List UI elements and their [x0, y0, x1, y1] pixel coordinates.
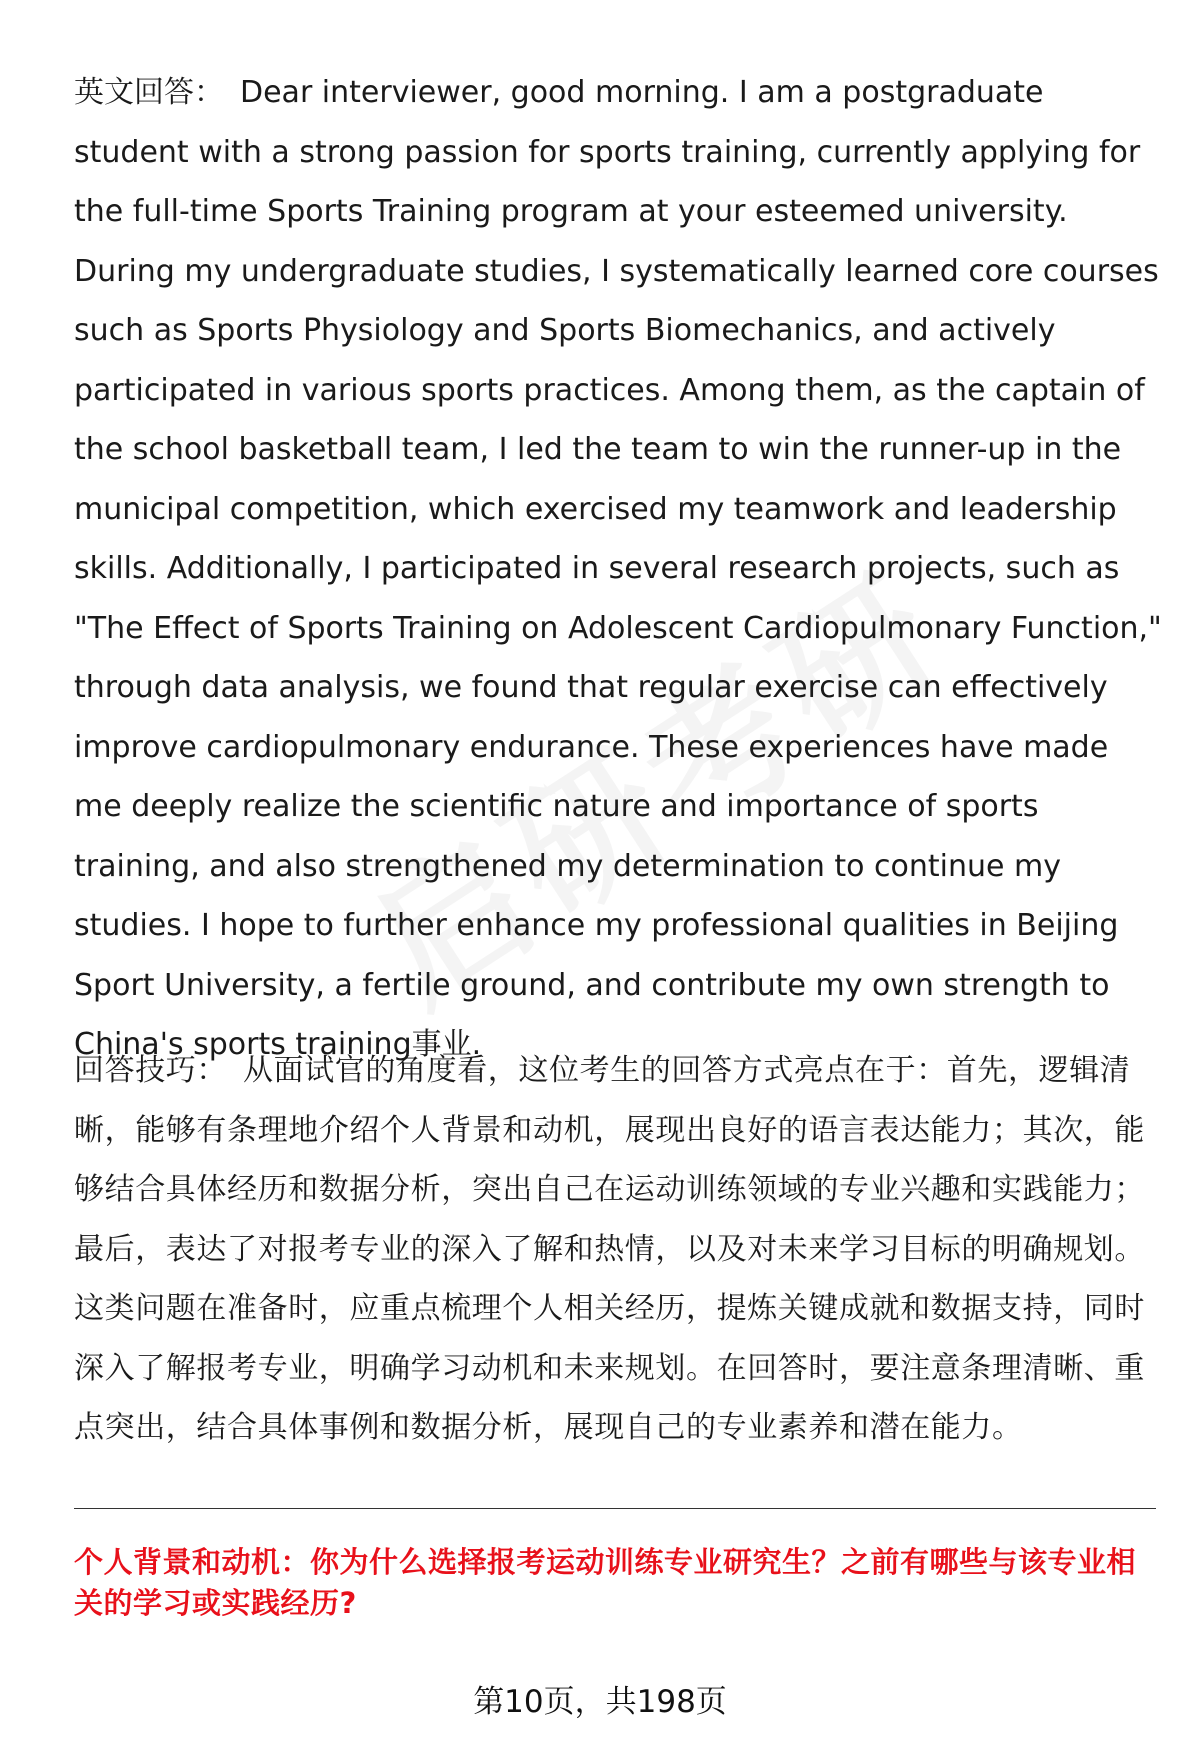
section-divider [74, 1508, 1156, 1509]
answer-tips-label: 回答技巧： [74, 1053, 227, 1088]
page-number-footer: 第10页，共198页 [473, 1684, 727, 1720]
english-answer-label: 英文回答： [74, 75, 224, 110]
answer-tips-text: 从面试官的角度看，这位考生的回答方式亮点在于：首先，逻辑清晰，能够有条理地介绍个人背景和动机，展现出良好的语言表达能力；其次，能够结合具体经历和数据分析，突出自己在运动训练领域的专业兴趣和实践能力；最后，表达了对报考专业的深入了解和热情，以及对未来学习目标的明确规划。这类问题在准备时，应重点梳理个人相关经历，提炼关键成就和数据支持，同时深入了解报考专业，明确学习动机和未来规划。在回答时，要注意条理清晰、重点突出，结合具体事例和数据分析，展现自己的专业素养和潜在能力。 [74, 1053, 1145, 1445]
answer-tips-paragraph [74, 1041, 1164, 1458]
english-answer-text: Dear interviewer, good morning. I am a postgraduate student with a strong passion for sports training, currently applying for the full-time Sports Training program at your esteemed university. During my undergraduate studies, I systematically learned core courses such as Sports Physiology and Sports Biomechanics, and actively participated in various sports practices. Among them, as the captain of the school basketball team, I led the team to win the runner-up in the municipal competition, which exercised my teamwork and leadership skills. Additionally, I participated in several research projects, such as "The Effect of Sports Training on Adolescent Cardiopulmonary Function," through data analysis, we found that regular exercise can effectively improve cardiopulmonary endurance. These experiences have made me deeply realize the scientific nature and importance of sports training, and also strengthened my determination to continue my studies. I hope to further enhance my professional qualities in Beijing Sport University, a fertile ground, and contribute my own strength to China's sports training事业. [74, 75, 1162, 1062]
next-question-heading: 个人背景和动机：你为什么选择报考运动训练专业研究生？之前有哪些与该专业相关的学习或实践经历? [74, 1545, 1137, 1620]
english-answer-paragraph [74, 63, 1164, 1075]
